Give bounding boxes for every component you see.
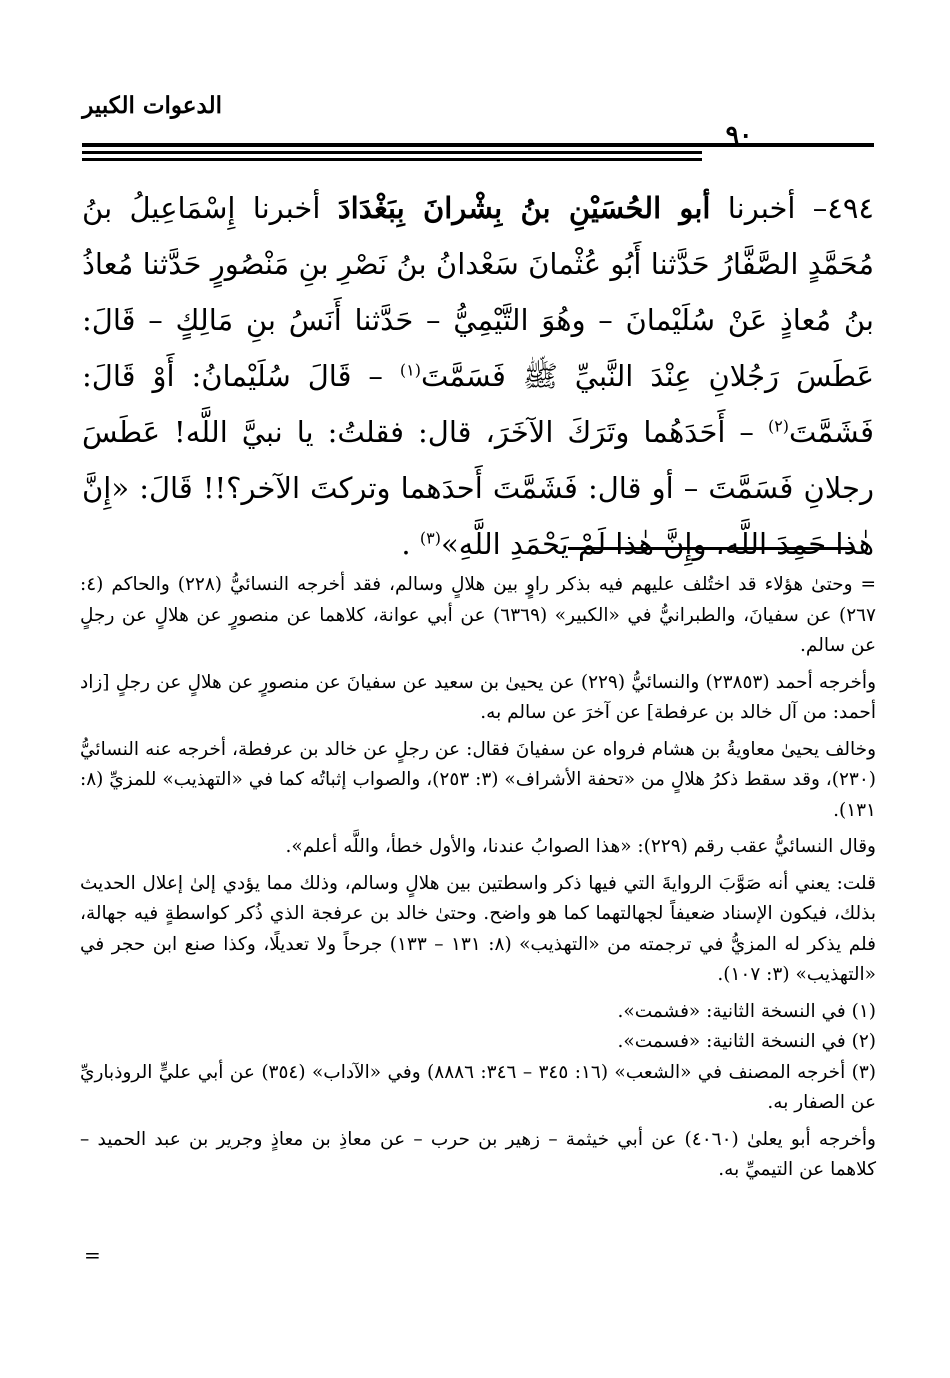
footnote-3-continued: وأخرجه أبو يعلىٰ (٤٠٦٠) عن أبي خيثمة – زهير بن حرب – عن معاذِ بن معاذٍ وجرير بن عبد الحميد – كلاهما عن التيميِّ به.	[80, 1128, 876, 1180]
hadith-segment: – أَحَدَهُما وتَرَكَ الآخَرَ، قال: فقلتُ: يا نبيَّ اللَّه! عَطَسَ رجلانِ فَسَمَّتَ – أو قال: فَشَمَّتَ أَحدَهما وتركتَ الآخر؟!! قَالَ: «إِنَّ هٰذا حَمِدَ اللَّه، وإِنَّ هٰذا لَمْ يَحْمَدِ اللَّهِ»	[82, 415, 874, 561]
hadith-end: .	[401, 527, 411, 561]
footnote-paragraph: = وحتىٰ هؤلاء قد اختُلف عليهم فيه بذكر راوٍ بين هلالٍ وسالم، فقد أخرجه النسائيُّ (٢٢٨) والحاكم (٤: ٢٦٧) عن سفيانَ، والطبرانيُّ في «الكبير» (٦٣٦٩) عن أبي عوانة، كلاهما عن منصورٍ عن هلالٍ عن رجلٍ عن سالم.	[80, 574, 876, 656]
hadith-segment: أخبرنا	[727, 191, 796, 225]
header-rule-middle	[82, 151, 702, 154]
hadith-number: ٤٩٤–	[812, 191, 874, 225]
footnote-paragraph: وأخرجه أحمد (٢٣٨٥٣) والنسائيُّ (٢٢٩) عن يحيىٰ بن سعيد عن سفيانَ عن منصورٍ عن هلالٍ عن رجلٍ [زاد أحمد: من آل خالد بن عرفطة] عن آخرَ عن سالم به.	[80, 671, 877, 723]
footnote-paragraph: وقال النسائيُّ عقب رقم (٢٢٩): «هذا الصوابُ عندنا، والأول خطأ، واللَّه أعلم».	[285, 836, 876, 857]
continuation-mark: =	[84, 1243, 101, 1267]
hadith-segment: – قَالَ سُلَيْمانُ: أَوْ قَالَ: فَشَمَّتَ	[82, 359, 875, 449]
narrator-name: أبو الحُسَيْنِ بنُ بِشْرانَ بِبَغْدَادَ	[337, 191, 711, 225]
hadith-text	[82, 180, 874, 572]
footnote-ref-2: (٢)	[767, 416, 790, 436]
running-title: الدعوات الكبير	[82, 92, 222, 119]
footnote-separator	[568, 547, 852, 550]
footnotes	[80, 570, 876, 1192]
footnote-ref-3: (٣)	[419, 528, 441, 548]
footnote-2: (٢) في النسخة الثانية: «فسمت».	[617, 1031, 876, 1052]
footnote-paragraph: وخالف يحيىٰ معاويةُ بن هشام فرواه عن سفيانَ فقال: عن رجلٍ عن خالد بن عرفطة، أخرجه عنه النسائيُّ (٢٣٠)، وقد سقط ذكرُ هلالٍ من «تحفة الأشراف» (٣: ٢٥٣)، والصواب إثباتُه كما في «التهذيب» للمزيِّ (٨: ١٣١).	[80, 738, 876, 821]
header-rule-bottom	[82, 158, 702, 161]
header-rule-top	[82, 143, 874, 147]
hadith-segment: أخبرنا إِسْمَاعِيلُ بنُ مُحَمَّدٍ الصَّفَّارُ حَدَّثنا أَبُو عُثْمانَ سَعْدانُ بنُ نَصْرِ بنِ مَنْصُورٍ حَدَّثنا مُعاذُ بنُ مُعاذٍ عَنْ سُلَيْمانَ – وهُوَ التَّيْمِيُّ – حَدَّثنا أَنَسُ بنِ مَالِكٍ – قَالَ: عَطَسَ رَجُلانِ عِنْدَ النَّبيِّ ﷺ فَسَمَّتَ	[82, 191, 875, 393]
footnote-paragraph: قلت: يعني أنه صَوَّبَ الروايةَ التي فيها ذكر واسطتين بين هلالٍ وسالم، وذلك مما يؤدي إلىٰ إعلال الحديث بذلك، فيكون الإسناد ضعيفاً لجهالتهما كما هو واضح. وحتىٰ خالد بن عرفجة الذي ذُكر كواسطةٍ فيه جهالة، فلم يذكر له المزيُّ في ترجمته من «التهذيب» (٨: ١٣١ – ١٣٣) جرحاً ولا تعديلًا، وكذا صنع ابن حجر في «التهذيب» (٣: ١٠٧).	[80, 872, 876, 985]
page-number: ٩٠	[725, 120, 753, 149]
footnote-1: (١) في النسخة الثانية: «فشمت».	[617, 1000, 876, 1022]
footnote-3: (٣) أخرجه المصنف في «الشعب» (١٦: ٣٤٥ – ٣٤٦: ٨٨٨٦) وفي «الآداب» (٣٥٤) عن أبي عليٍّ الروذباريِّ عن الصفار به.	[80, 1061, 876, 1113]
footnote-ref-1: (١)	[399, 360, 421, 380]
